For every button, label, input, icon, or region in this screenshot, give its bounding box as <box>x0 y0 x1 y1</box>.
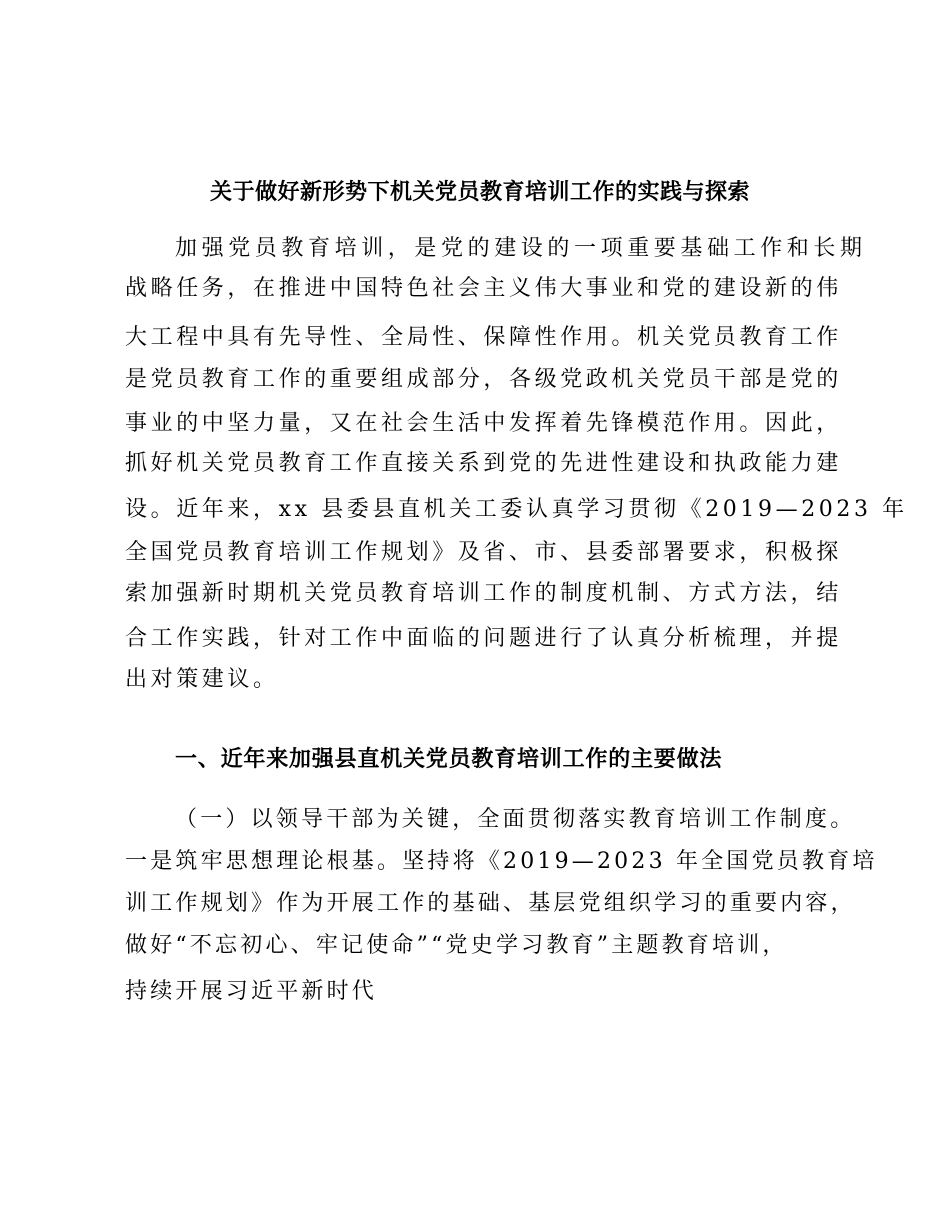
paragraph-line: 合工作实践，针对工作中面临的问题进行了认真分析梳理，并提 <box>125 626 842 651</box>
paragraph-line: 加强党员教育培训，是党的建设的一项重要基础工作和长期 <box>175 236 867 261</box>
paragraph-line: 索加强新时期机关党员教育培训工作的制度机制、方式方法，结 <box>125 581 842 606</box>
paragraph-line: 大工程中具有先导性、全局性、保障性作用。机关党员教育工作 <box>125 325 842 350</box>
paragraph-line: 出对策建议。 <box>125 667 279 692</box>
paragraph-line: 一是筑牢思想理论根基。坚持将《2019—2023 年全国党员教育培 <box>125 849 878 874</box>
paragraph-line: 设。近年来，xx 县委县直机关工委认真学习贯彻《2019—2023 年 <box>125 497 908 522</box>
paragraph-line: （一）以领导干部为关键，全面贯彻落实教育培训工作制度。 <box>175 807 856 832</box>
paragraph-line: 事业的中坚力量，又在社会生活中发挥着先锋模范作用。因此， <box>125 411 842 436</box>
section-heading: 一、近年来加强县直机关党员教育培训工作的主要做法 <box>175 747 723 772</box>
paragraph-line: 抓好机关党员教育工作直接关系到党的先进性建设和执政能力建 <box>125 451 842 476</box>
paragraph-line: 持续开展习近平新时代 <box>125 979 378 1004</box>
paragraph-line: 做好“不忘初心、牢记使命”“党史学习教育”主题教育培训， <box>125 933 788 958</box>
paragraph-line: 训工作规划》作为开展工作的基础、基层党组织学习的重要内容， <box>125 891 856 916</box>
document-title: 关于做好新形势下机关党员教育培训工作的实践与探索 <box>209 179 750 205</box>
paragraph-line: 全国党员教育培训工作规划》及省、市、县委部署要求，积极探 <box>125 540 842 565</box>
paragraph-line: 是党员教育工作的重要组成部分，各级党政机关党员干部是党的 <box>125 367 842 392</box>
paragraph-line: 战略任务，在推进中国特色社会主义伟大事业和党的建设新的伟 <box>125 276 842 301</box>
